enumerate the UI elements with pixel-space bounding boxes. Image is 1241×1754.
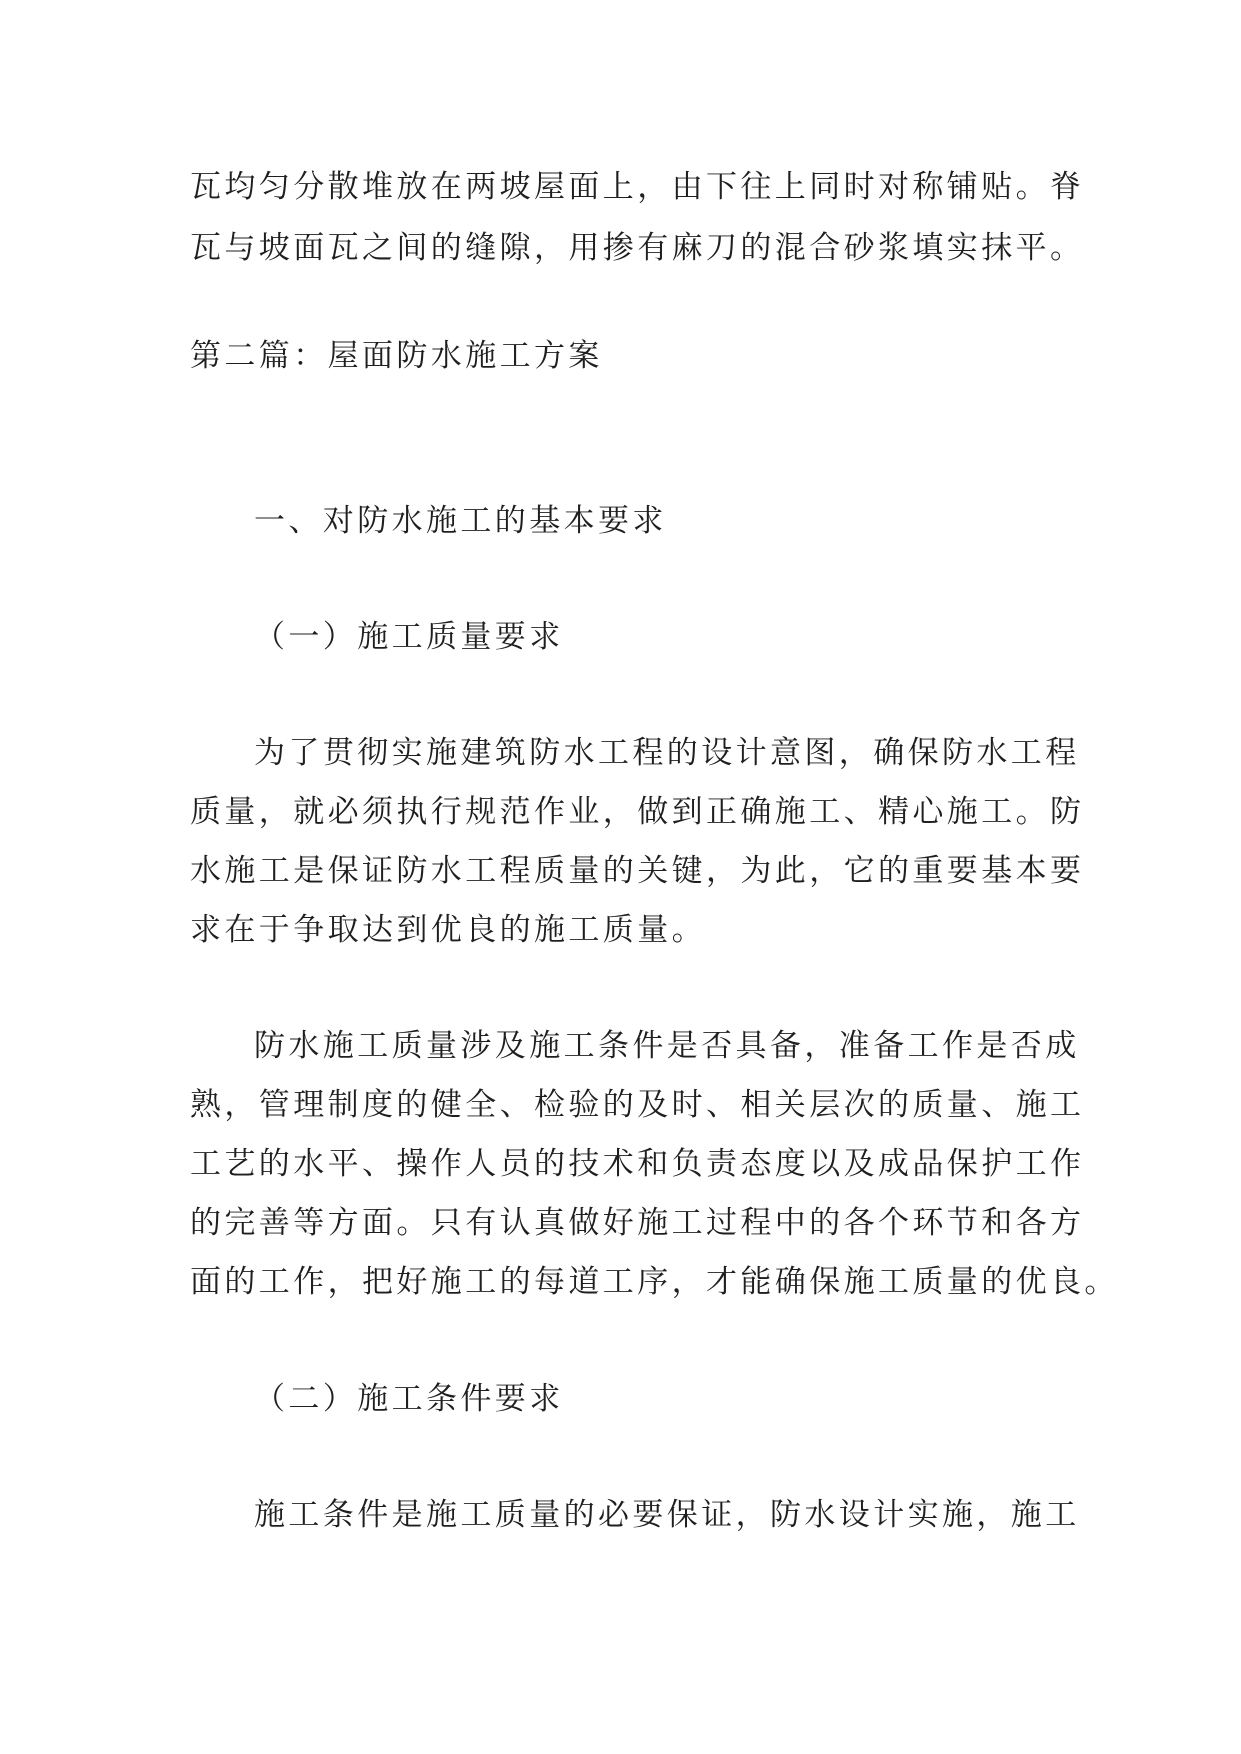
paragraph-3-line-1: 施工条件是施工质量的必要保证，防水设计实施，施工 [254,1497,1080,1533]
continuation-line-1: 瓦均匀分散堆放在两坡屋面上，由下往上同时对称铺贴。脊 [190,169,1085,205]
paragraph-1-line-4: 求在于争取达到优良的施工质量。 [190,912,706,948]
continuation-line-2: 瓦与坡面瓦之间的缝隙，用掺有麻刀的混合砂浆填实抹平。 [190,230,1085,266]
paragraph-2-line-3: 工艺的水平、操作人员的技术和负责态度以及成品保护工作 [190,1146,1085,1182]
chapter-title: 第二篇：屋面防水施工方案 [190,338,603,374]
paragraph-2-line-2: 熟，管理制度的健全、检验的及时、相关层次的质量、施工 [190,1087,1085,1123]
paragraph-2-line-4: 的完善等方面。只有认真做好施工过程中的各个环节和各方 [190,1205,1085,1241]
paragraph-1-line-1: 为了贯彻实施建筑防水工程的设计意图，确保防水工程 [254,735,1080,771]
paragraph-1-line-3: 水施工是保证防水工程质量的关键，为此，它的重要基本要 [190,853,1085,889]
paragraph-2-line-1: 防水施工质量涉及施工条件是否具备，准备工作是否成 [254,1028,1080,1064]
paragraph-1-line-2: 质量，就必须执行规范作业，做到正确施工、精心施工。防 [190,794,1085,830]
subsection-2-heading: （二）施工条件要求 [254,1381,564,1417]
subsection-1-heading: （一）施工质量要求 [254,619,564,655]
section-1-heading: 一、对防水施工的基本要求 [254,503,667,539]
paragraph-2-line-5: 面的工作，把好施工的每道工序，才能确保施工质量的优良。 [190,1264,1119,1300]
